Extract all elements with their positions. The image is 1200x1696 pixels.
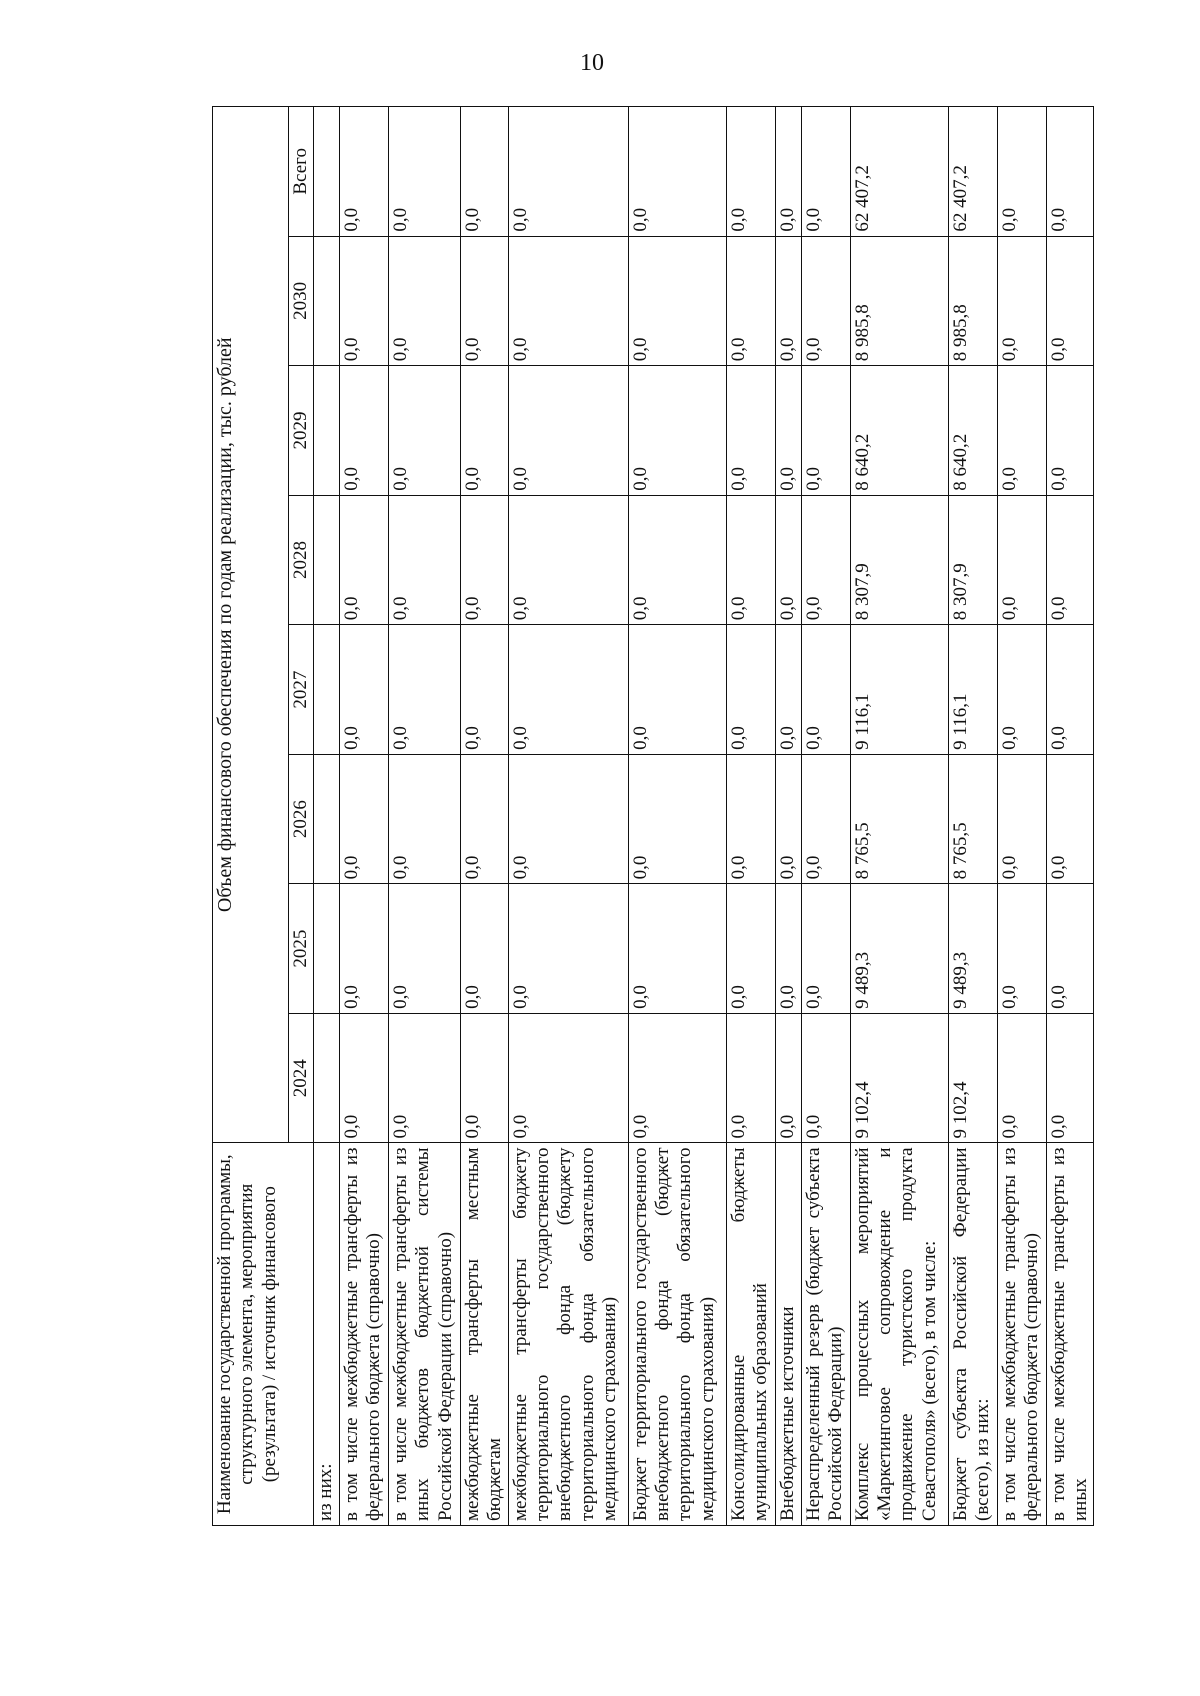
row-value-cell: 0,0 — [508, 495, 628, 625]
row-value-cell: 0,0 — [726, 754, 775, 884]
row-value-cell: 0,0 — [628, 1013, 726, 1143]
table-row — [388, 107, 460, 1526]
row-value-cell: 0,0 — [628, 884, 726, 1014]
header-name: Наименование государственной программы, структурного элемента, мероприятия (результата) / источник финансового — [213, 1143, 314, 1526]
row-value-cell — [314, 366, 339, 496]
header-year: 2028 — [289, 495, 314, 625]
row-value-cell: 0,0 — [1046, 107, 1094, 237]
row-value-cell: 0,0 — [801, 625, 850, 755]
row-value-cell: 0,0 — [339, 754, 388, 884]
row-value-cell: 0,0 — [801, 754, 850, 884]
row-value-cell: 0,0 — [775, 236, 801, 366]
row-value-cell: 0,0 — [1046, 495, 1094, 625]
header-year: 2027 — [289, 625, 314, 755]
row-value-cell: 0,0 — [775, 1013, 801, 1143]
row-name-cell: в том числе межбюджетные трансферты из иных бюджетов бюджетной системы Российской Федерации (справочно) — [388, 1143, 460, 1526]
header-volume: Объем финансового обеспечения по годам реализации, тыс. рублей — [213, 107, 289, 1143]
row-value-cell: 0,0 — [775, 495, 801, 625]
row-value-cell: 0,0 — [726, 1013, 775, 1143]
table-row — [948, 107, 997, 1526]
table-row — [850, 107, 948, 1526]
row-name-cell: в том числе межбюджетные трансферты из федерального бюджета (справочно) — [997, 1143, 1046, 1526]
row-name-cell: из них: — [314, 1143, 339, 1526]
row-value-cell: 0,0 — [339, 366, 388, 496]
row-value-cell: 8 985,8 — [850, 236, 948, 366]
row-value-cell: 9 489,3 — [850, 884, 948, 1014]
row-value-cell: 0,0 — [628, 625, 726, 755]
row-value-cell: 0,0 — [1046, 1013, 1094, 1143]
rotated-table-wrapper — [212, 106, 1137, 1526]
row-value-cell: 0,0 — [997, 366, 1046, 496]
row-value-cell: 0,0 — [628, 236, 726, 366]
table-row — [508, 107, 628, 1526]
row-value-cell: 9 489,3 — [948, 884, 997, 1014]
row-value-cell: 0,0 — [775, 754, 801, 884]
row-value-cell: 0,0 — [726, 495, 775, 625]
row-value-cell: 0,0 — [388, 107, 460, 237]
row-value-cell: 62 407,2 — [948, 107, 997, 237]
row-name-cell: Бюджет субъекта Российской Федерации (всего), из них: — [948, 1143, 997, 1526]
row-name-cell: Консолидированные бюджеты муниципальных образований — [726, 1143, 775, 1526]
row-value-cell: 0,0 — [801, 236, 850, 366]
row-value-cell: 0,0 — [508, 1013, 628, 1143]
table-row — [628, 107, 726, 1526]
row-value-cell: 8 765,5 — [948, 754, 997, 884]
row-value-cell: 0,0 — [388, 1013, 460, 1143]
row-value-cell: 0,0 — [339, 107, 388, 237]
row-value-cell: 0,0 — [508, 107, 628, 237]
header-year: 2026 — [289, 754, 314, 884]
row-value-cell: 0,0 — [801, 107, 850, 237]
table-body — [314, 107, 1094, 1526]
row-value-cell: 8 985,8 — [948, 236, 997, 366]
row-value-cell: 0,0 — [1046, 884, 1094, 1014]
header-year: 2030 — [289, 236, 314, 366]
row-value-cell: 0,0 — [460, 754, 508, 884]
row-value-cell: 0,0 — [508, 884, 628, 1014]
table-row — [460, 107, 508, 1526]
row-value-cell: 0,0 — [388, 884, 460, 1014]
row-value-cell: 0,0 — [460, 236, 508, 366]
table-row — [997, 107, 1046, 1526]
row-value-cell: 0,0 — [388, 495, 460, 625]
row-value-cell: 0,0 — [1046, 366, 1094, 496]
row-value-cell: 0,0 — [726, 236, 775, 366]
table-row — [314, 107, 339, 1526]
row-value-cell — [314, 884, 339, 1014]
row-value-cell — [314, 495, 339, 625]
row-value-cell: 0,0 — [339, 625, 388, 755]
row-name-cell: межбюджетные трансферты бюджету территориального государственного внебюджетного фонда (бюджету территориального фонда обязательного медицинского страхования) — [508, 1143, 628, 1526]
row-value-cell: 0,0 — [775, 884, 801, 1014]
row-value-cell: 0,0 — [460, 495, 508, 625]
row-value-cell: 0,0 — [628, 107, 726, 237]
row-name-cell: Бюджет территориального государственного внебюджетного фонда (бюджет территориального фонда обязательного медицинского страхования) — [628, 1143, 726, 1526]
row-value-cell — [314, 1013, 339, 1143]
row-value-cell: 9 102,4 — [948, 1013, 997, 1143]
row-name-cell: в том числе межбюджетные трансферты из иных — [1046, 1143, 1094, 1526]
row-value-cell: 0,0 — [801, 366, 850, 496]
financing-table — [212, 106, 1094, 1526]
table-row — [726, 107, 775, 1526]
row-value-cell: 8 307,9 — [850, 495, 948, 625]
row-value-cell: 8 640,2 — [850, 366, 948, 496]
row-name-cell: Внебюджетные источники — [775, 1143, 801, 1526]
row-value-cell: 0,0 — [339, 884, 388, 1014]
row-value-cell: 0,0 — [508, 625, 628, 755]
row-value-cell — [314, 625, 339, 755]
row-name-cell: межбюджетные трансферты местным бюджетам — [460, 1143, 508, 1526]
row-value-cell: 8 765,5 — [850, 754, 948, 884]
row-value-cell: 0,0 — [460, 625, 508, 755]
row-value-cell: 0,0 — [508, 366, 628, 496]
row-value-cell: 0,0 — [628, 366, 726, 496]
row-value-cell — [314, 107, 339, 237]
row-value-cell: 9 102,4 — [850, 1013, 948, 1143]
row-value-cell: 8 640,2 — [948, 366, 997, 496]
row-value-cell: 0,0 — [997, 1013, 1046, 1143]
row-value-cell: 0,0 — [339, 495, 388, 625]
row-value-cell: 0,0 — [460, 366, 508, 496]
row-value-cell: 0,0 — [388, 236, 460, 366]
row-value-cell: 0,0 — [1046, 236, 1094, 366]
row-value-cell: 0,0 — [997, 495, 1046, 625]
row-value-cell: 9 116,1 — [850, 625, 948, 755]
header-year-total: Всего — [289, 107, 314, 237]
row-name-cell: Комплекс процессных мероприятий «Маркетинговое сопровождение и продвижение туристского продукта Севастополя» (всего), в том числе: — [850, 1143, 948, 1526]
row-value-cell: 0,0 — [628, 754, 726, 884]
row-value-cell: 0,0 — [508, 236, 628, 366]
row-value-cell: 0,0 — [388, 625, 460, 755]
row-value-cell: 0,0 — [726, 625, 775, 755]
row-value-cell — [314, 754, 339, 884]
row-name-cell: в том числе межбюджетные трансферты из федерального бюджета (справочно) — [339, 1143, 388, 1526]
header-year: 2025 — [289, 884, 314, 1014]
row-value-cell: 0,0 — [508, 754, 628, 884]
row-value-cell: 0,0 — [1046, 754, 1094, 884]
row-value-cell: 0,0 — [775, 625, 801, 755]
row-value-cell: 0,0 — [388, 366, 460, 496]
row-value-cell: 0,0 — [388, 754, 460, 884]
header-row-volume — [213, 107, 289, 1526]
row-value-cell: 0,0 — [460, 884, 508, 1014]
row-value-cell: 0,0 — [997, 884, 1046, 1014]
row-value-cell: 0,0 — [460, 107, 508, 237]
row-value-cell: 0,0 — [997, 754, 1046, 884]
table-row — [339, 107, 388, 1526]
row-value-cell: 0,0 — [460, 1013, 508, 1143]
header-year: 2024 — [289, 1013, 314, 1143]
table-row — [801, 107, 850, 1526]
row-value-cell: 0,0 — [801, 495, 850, 625]
row-name-cell: Нераспределенный резерв (бюджет субъекта Российской Федерации) — [801, 1143, 850, 1526]
row-value-cell: 0,0 — [339, 236, 388, 366]
table-row — [775, 107, 801, 1526]
row-value-cell: 9 116,1 — [948, 625, 997, 755]
row-value-cell: 0,0 — [801, 884, 850, 1014]
row-value-cell: 0,0 — [726, 884, 775, 1014]
row-value-cell: 0,0 — [801, 1013, 850, 1143]
row-value-cell: 0,0 — [997, 625, 1046, 755]
table-row — [1046, 107, 1094, 1526]
row-value-cell: 0,0 — [726, 107, 775, 237]
row-value-cell — [314, 236, 339, 366]
row-value-cell: 0,0 — [775, 107, 801, 237]
row-value-cell: 0,0 — [628, 495, 726, 625]
row-value-cell: 8 307,9 — [948, 495, 997, 625]
row-value-cell: 62 407,2 — [850, 107, 948, 237]
row-value-cell: 0,0 — [997, 107, 1046, 237]
row-value-cell: 0,0 — [775, 366, 801, 496]
page-number: 10 — [580, 50, 604, 76]
row-value-cell: 0,0 — [726, 366, 775, 496]
row-value-cell: 0,0 — [997, 236, 1046, 366]
row-value-cell: 0,0 — [339, 1013, 388, 1143]
row-value-cell: 0,0 — [1046, 625, 1094, 755]
header-year: 2029 — [289, 366, 314, 496]
